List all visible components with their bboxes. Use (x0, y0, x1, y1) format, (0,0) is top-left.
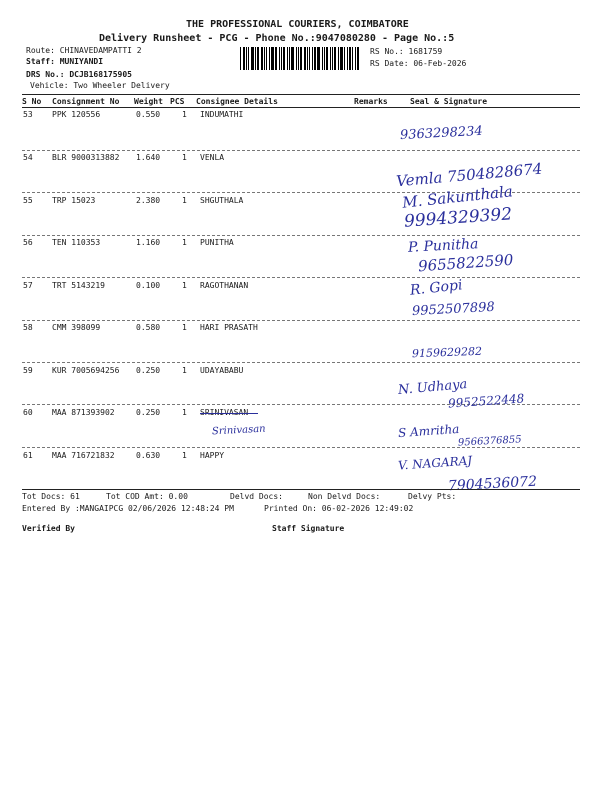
row-consignment: BLR 9000313882 (52, 153, 120, 162)
row-divider (22, 277, 580, 278)
row-consignee: UDAYABABU (200, 366, 244, 375)
row-pcs: 1 (182, 153, 187, 162)
row-consignment: TRT 5143219 (52, 281, 105, 290)
row-sno: 55 (23, 196, 33, 205)
header-top-rule (22, 94, 580, 95)
signature-row-55-name: M. Sakunthala (401, 182, 514, 212)
signature-row-58: 9159629282 (411, 344, 483, 361)
col-consignee: Consignee Details (196, 97, 278, 106)
row-weight: 0.250 (136, 408, 161, 417)
row-divider (22, 447, 580, 448)
row-consignment: PPK 120556 (52, 110, 101, 119)
runsheet-subtitle: Delivery Runsheet - PCG - Phone No.:9047080280 - Page No.:5 (99, 33, 455, 44)
col-weight: Weight (134, 97, 163, 106)
row-weight: 0.580 (136, 323, 161, 332)
row-divider (22, 320, 580, 321)
signature-row-57-phone: 9952507898 (411, 299, 496, 320)
row-pcs: 1 (182, 366, 187, 375)
signature-row-53: 9363298234 (399, 123, 484, 144)
row-consignee: HARI PRASATH (200, 323, 258, 332)
row-weight: 2.380 (136, 196, 161, 205)
signature-row-60-name: S Amritha (397, 421, 460, 441)
row-pcs: 1 (182, 196, 187, 205)
row-divider (22, 362, 580, 363)
printed-on: Printed On: 06-02-2026 12:49:02 (264, 504, 414, 513)
row-consignment: KUR 7005694256 (52, 366, 120, 375)
row-sno: 54 (23, 153, 33, 162)
col-remarks: Remarks (354, 97, 388, 106)
row-sno: 57 (23, 281, 33, 290)
header-bottom-rule (22, 107, 580, 108)
row-sno: 53 (23, 110, 33, 119)
signature-row-55-phone: 9994329392 (403, 204, 513, 232)
signature-row-54: Vemla 7504828674 (395, 159, 544, 191)
rs-number: RS No.: 1681759 (370, 47, 443, 56)
row-consignee: RAGOTHANAN (200, 281, 249, 290)
col-consignment: Consignment No (52, 97, 120, 106)
row-sno: 59 (23, 366, 33, 375)
row-pcs: 1 (182, 323, 187, 332)
row-consignee: SRINIVASAN (200, 408, 249, 417)
row-weight: 1.640 (136, 153, 161, 162)
row-divider (22, 235, 580, 236)
staff-signature: Staff Signature (272, 524, 345, 533)
strike-through-mark (200, 413, 258, 414)
row-consignment: MAA 716721832 (52, 451, 115, 460)
total-cod-amount: Tot COD Amt: 0.00 (106, 492, 188, 501)
col-seal: Seal & Signature (410, 97, 488, 106)
row-weight: 0.100 (136, 281, 161, 290)
signature-row-60-phone: 9566376855 (457, 434, 522, 449)
footer-rule (22, 489, 580, 490)
row-consignment: TEN 110353 (52, 238, 101, 247)
rs-date: RS Date: 06-Feb-2026 (370, 59, 467, 68)
signature-row-59-name: N. Udhaya (397, 377, 468, 398)
row-consignee: INDUMATHI (200, 110, 244, 119)
row-consignee: SHGUTHALA (200, 196, 244, 205)
table-row (0, 281, 600, 323)
col-sno: S No (22, 97, 42, 106)
delivered-docs: Delvd Docs: (230, 492, 283, 501)
signature-row-56-phone: 9655822590 (417, 250, 514, 276)
row-pcs: 1 (182, 281, 187, 290)
table-row (0, 323, 600, 365)
row-consignment: MAA 871393902 (52, 408, 115, 417)
signature-row-61-name: V. NAGARAJ (397, 453, 473, 473)
barcode (240, 47, 368, 70)
row-consignee: HAPPY (200, 451, 225, 460)
signature-row-59-phone: 9952522448 (447, 391, 525, 411)
route-label: Route: CHINAVEDAMPATTI 2 (26, 46, 142, 55)
verified-by: Verified By (22, 524, 75, 533)
row-pcs: 1 (182, 408, 187, 417)
staff-label: Staff: MUNIYANDI (26, 57, 104, 66)
row-weight: 0.550 (136, 110, 161, 119)
row-consignment: CMM 398099 (52, 323, 101, 332)
row-consignment: TRP 15023 (52, 196, 96, 205)
table-row (0, 110, 600, 152)
row-consignee: VENLA (200, 153, 225, 162)
row-weight: 0.630 (136, 451, 161, 460)
entered-by: Entered By :MANGAIPCG 02/06/2026 12:48:24 PM (22, 504, 234, 513)
row-divider (22, 150, 580, 151)
signature-row-56-name: P. Punitha (407, 236, 479, 256)
row-weight: 1.160 (136, 238, 161, 247)
drs-number: DRS No.: DCJB168175905 (26, 70, 132, 79)
col-pcs: PCS (170, 97, 185, 106)
row-pcs: 1 (182, 110, 187, 119)
row-weight: 0.250 (136, 366, 161, 375)
row-pcs: 1 (182, 238, 187, 247)
row-sno: 58 (23, 323, 33, 332)
row-sno: 56 (23, 238, 33, 247)
non-delivered-docs: Non Delvd Docs: (308, 492, 381, 501)
company-title: THE PROFESSIONAL COURIERS, COIMBATORE (186, 19, 409, 30)
signature-row-57-name: R. Gopi (409, 277, 464, 299)
delivery-points: Delvy Pts: (408, 492, 457, 501)
row-consignee: PUNITHA (200, 238, 234, 247)
row-pcs: 1 (182, 451, 187, 460)
vehicle-label: Vehicle: Two Wheeler Delivery (30, 81, 170, 90)
signature-row-61-phone: 7904536072 (447, 473, 538, 495)
row-sno: 61 (23, 451, 33, 460)
row-sno: 60 (23, 408, 33, 417)
signature-row-60-consignee: Srinivasan (211, 423, 266, 438)
total-docs: Tot Docs: 61 (22, 492, 80, 501)
